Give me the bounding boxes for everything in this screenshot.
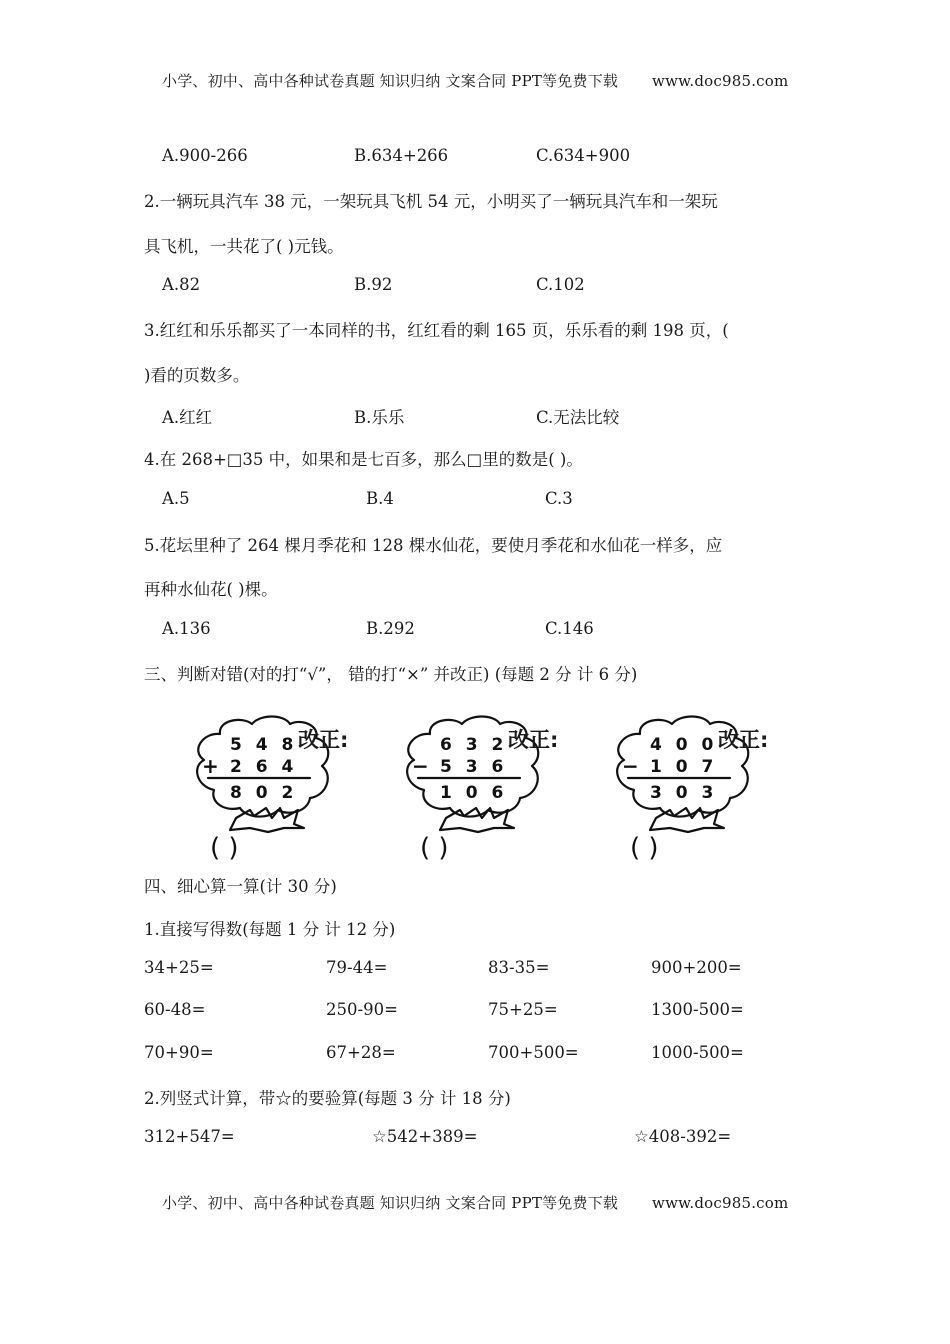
q4-option-a: A.5 — [162, 489, 190, 508]
calc-r3-c1: 70+90= — [144, 1043, 214, 1062]
section3-title: 三、判断对错(对的打“√”， 错的打“×” 并改正) (每题 2 分 计 6 分) — [144, 665, 638, 684]
footer-text: 小学、初中、高中各种试卷真题 知识归纳 文案合同 PPT等免费下载 — [162, 1194, 619, 1212]
tree3-second: 1 0 7 — [650, 757, 718, 777]
footer-url: www.doc985.com — [652, 1194, 789, 1212]
q5-line2: 再种水仙花( )棵。 — [144, 580, 278, 599]
calc-r2-c1: 60-48= — [144, 1000, 206, 1019]
tree2-sign: − — [412, 754, 429, 778]
tree3-top: 4 0 0 — [650, 735, 718, 755]
calc-r1-c4: 900+200= — [651, 958, 742, 977]
calc-r2-c4: 1300-500= — [651, 1000, 744, 1019]
calc-r1-c3: 83-35= — [488, 958, 550, 977]
tree3-answer-paren: ( ) — [630, 833, 659, 862]
calc-r3-c2: 67+28= — [326, 1043, 396, 1062]
tree1-second: 2 6 4 — [230, 757, 298, 777]
calc-r3-c3: 700+500= — [488, 1043, 579, 1062]
calc-r2-c3: 75+25= — [488, 1000, 558, 1019]
q1-option-c: C.634+900 — [536, 146, 631, 165]
q5-option-a: A.136 — [162, 619, 211, 638]
calc-r3-c4: 1000-500= — [651, 1043, 744, 1062]
q4-line1: 4.在 268+□35 中，如果和是七百多，那么□里的数是( )。 — [144, 450, 583, 469]
tree3-correct-label: 改正: — [718, 728, 769, 752]
tree-problem-3 — [600, 712, 800, 862]
q2-option-c: C.102 — [536, 275, 585, 294]
section4-part2-title: 2.列竖式计算，带☆的要验算(每题 3 分 计 18 分) — [144, 1089, 511, 1108]
q3-line1: 3.红红和乐乐都买了一本同样的书，红红看的剩 165 页，乐乐看的剩 198 页，( — [144, 321, 729, 340]
tree2-second: 5 3 6 — [440, 757, 508, 777]
q2-line1: 2.一辆玩具汽车 38 元，一架玩具飞机 54 元，小明买了一辆玩具汽车和一架玩 — [144, 192, 718, 211]
vertical-calc-3: ☆408-392= — [634, 1127, 732, 1146]
tree2-top: 6 3 2 — [440, 735, 508, 755]
page-header — [162, 70, 788, 91]
q3-option-a: A.红红 — [162, 408, 213, 427]
q1-option-b: B.634+266 — [354, 146, 449, 165]
tree1-result: 8 0 2 — [230, 783, 298, 803]
q2-option-a: A.82 — [162, 275, 201, 294]
calc-r2-c2: 250-90= — [326, 1000, 398, 1019]
calc-r1-c2: 79-44= — [326, 958, 388, 977]
tree2-result: 1 0 6 — [440, 783, 508, 803]
q2-line2: 具飞机，一共花了( )元钱。 — [144, 237, 344, 256]
tree3-sign: − — [622, 754, 639, 778]
q5-option-b: B.292 — [366, 619, 415, 638]
vertical-calc-1: 312+547= — [144, 1127, 235, 1146]
q4-option-c: C.3 — [545, 489, 573, 508]
tree3-result: 3 0 3 — [650, 783, 718, 803]
q1-option-a: A.900-266 — [162, 146, 248, 165]
q5-option-c: C.146 — [545, 619, 594, 638]
page-footer — [162, 1192, 788, 1213]
header-url: www.doc985.com — [652, 72, 789, 90]
tree1-answer-paren: ( ) — [210, 833, 239, 862]
tree-problem-2 — [390, 712, 590, 862]
header-text: 小学、初中、高中各种试卷真题 知识归纳 文案合同 PPT等免费下载 — [162, 72, 619, 90]
q3-option-c: C.无法比较 — [536, 408, 620, 427]
q3-option-b: B.乐乐 — [354, 408, 405, 427]
section4-title: 四、细心算一算(计 30 分) — [144, 877, 337, 896]
vertical-calc-2: ☆542+389= — [372, 1127, 478, 1146]
calc-r1-c1: 34+25= — [144, 958, 214, 977]
tree1-correct-label: 改正: — [298, 728, 349, 752]
q4-option-b: B.4 — [366, 489, 394, 508]
q2-option-b: B.92 — [354, 275, 393, 294]
tree-problem-1 — [180, 712, 380, 862]
q3-line2: )看的页数多。 — [144, 366, 250, 385]
q5-line1: 5.花坛里种了 264 棵月季花和 128 棵水仙花，要使月季花和水仙花一样多，应 — [144, 536, 723, 555]
tree2-answer-paren: ( ) — [420, 833, 449, 862]
section4-part1-title: 1.直接写得数(每题 1 分 计 12 分) — [144, 920, 396, 939]
tree1-sign: + — [202, 754, 219, 778]
tree2-correct-label: 改正: — [508, 728, 559, 752]
tree1-top: 5 4 8 — [230, 735, 298, 755]
